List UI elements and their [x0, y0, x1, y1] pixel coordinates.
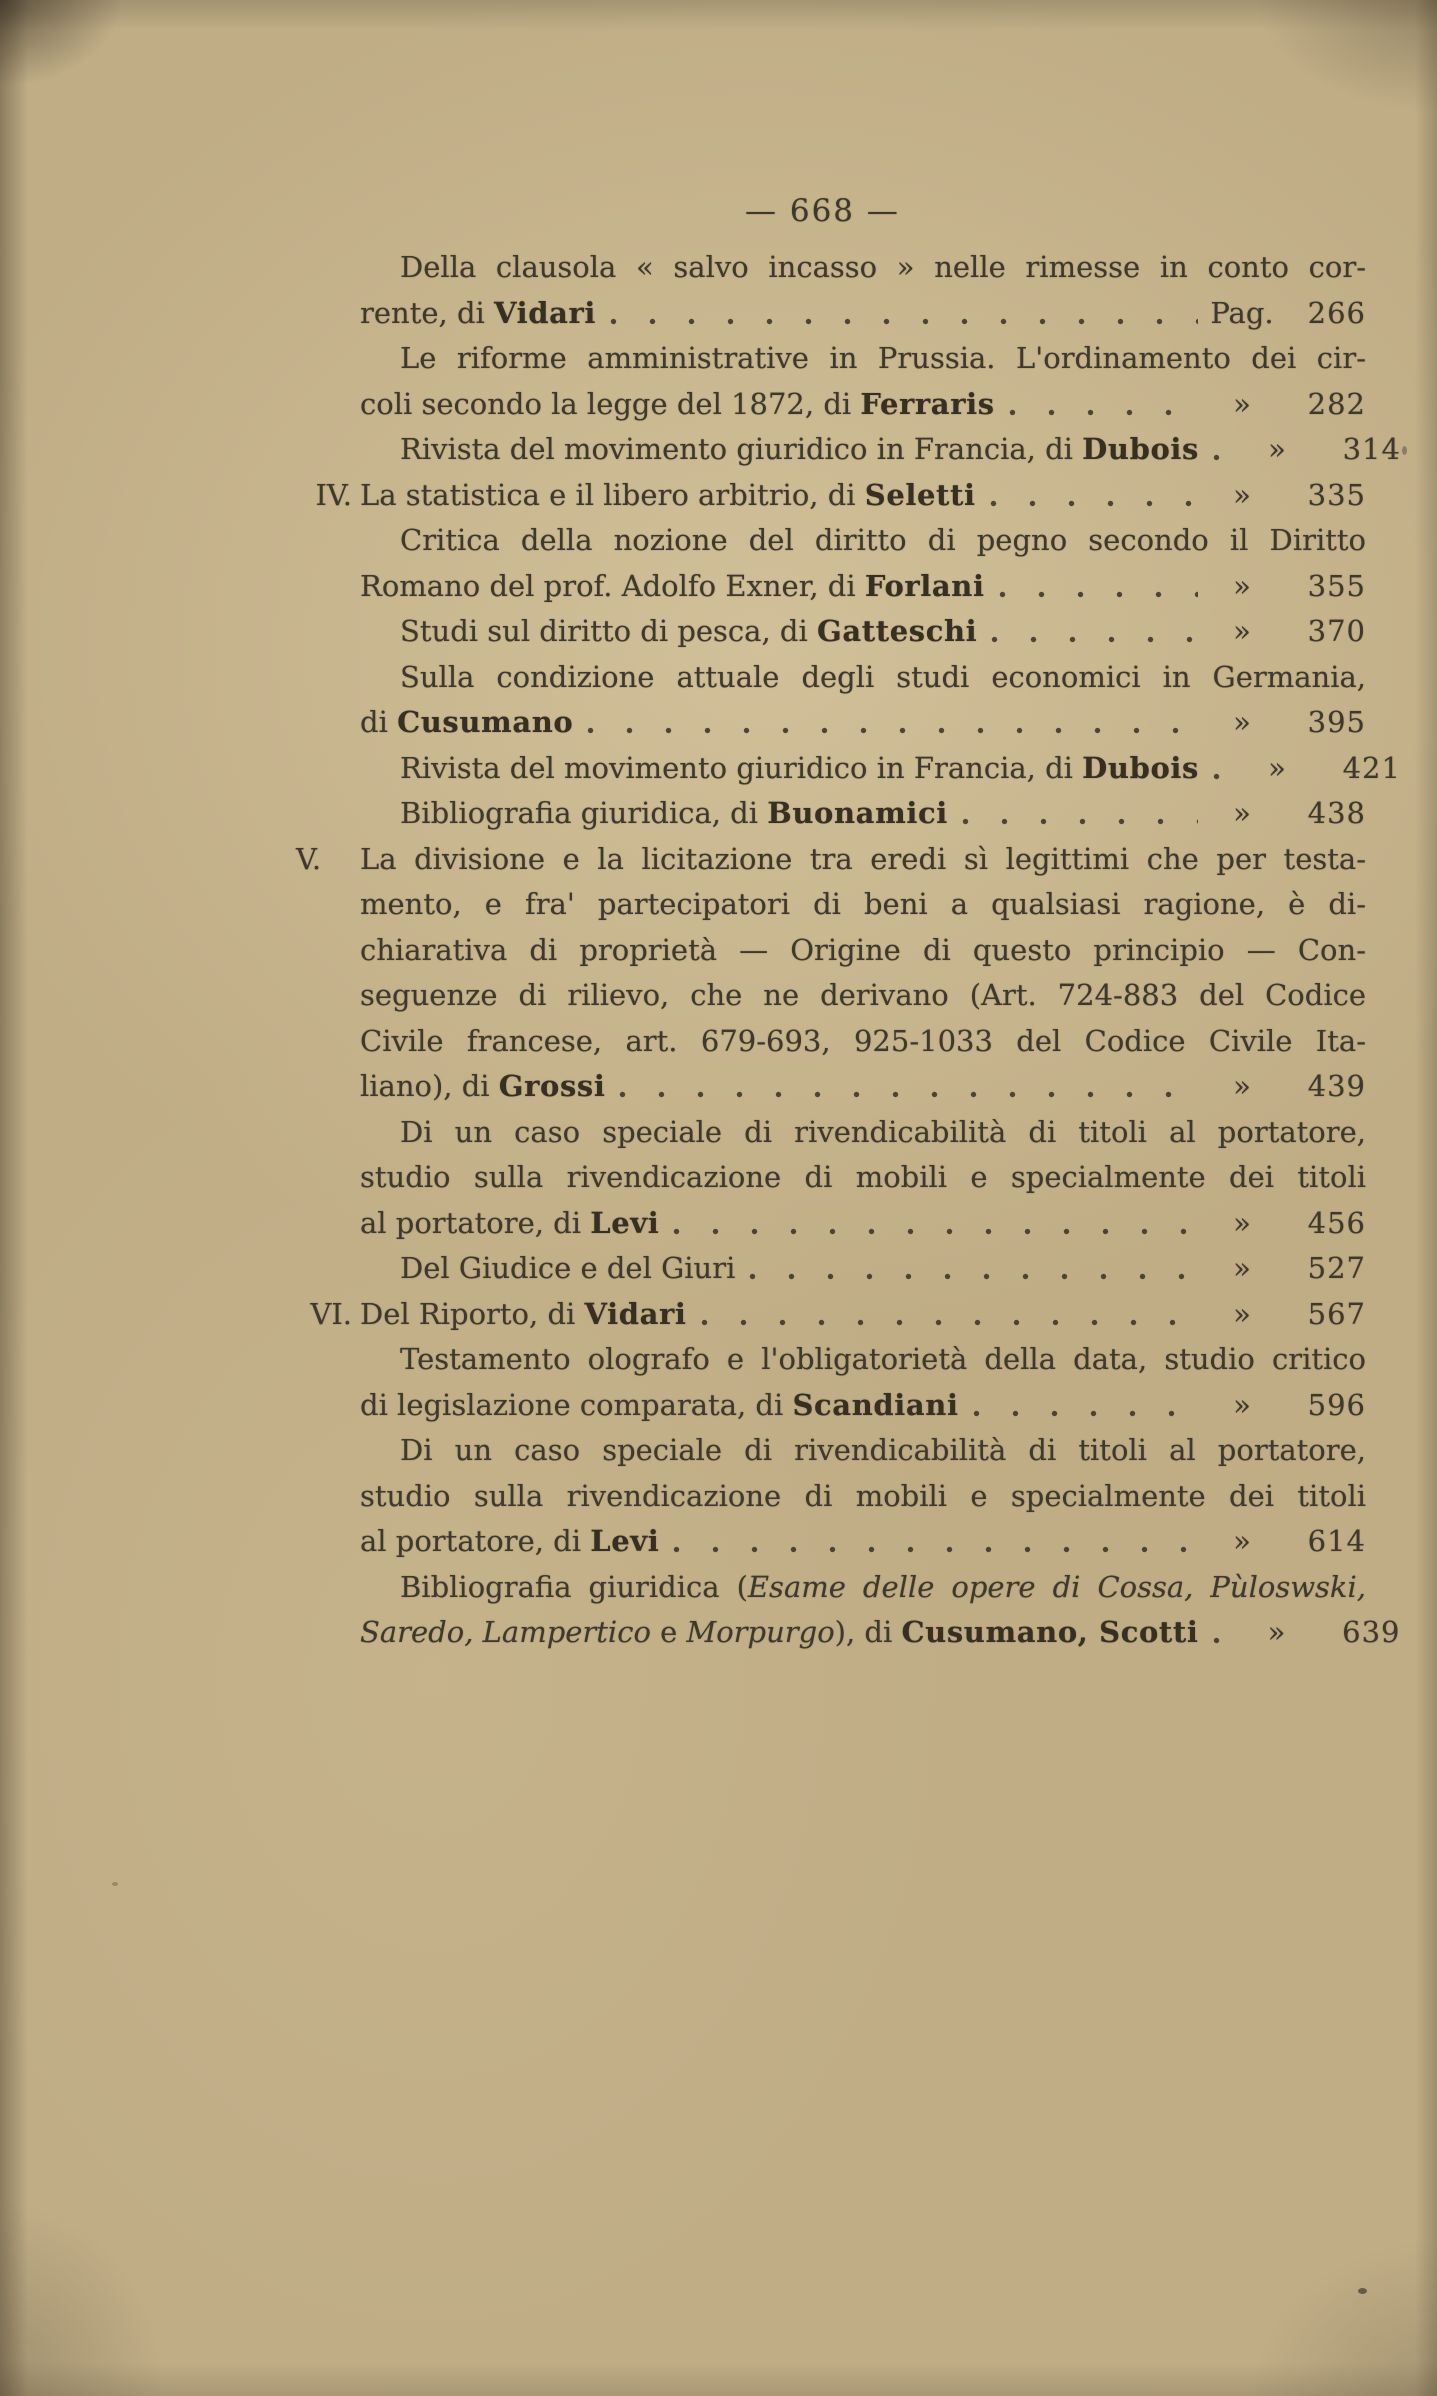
toc-line: [360, 791, 1366, 837]
page-ref-label: »: [1233, 1251, 1251, 1285]
page-ref-label: »: [1233, 1387, 1251, 1422]
toc-entry-text: [400, 660, 1366, 694]
page-ref-label: »: [1268, 750, 1286, 785]
toc-entry-text: [360, 291, 596, 337]
dot-leader: [1213, 454, 1233, 461]
text-segment: Gatteschi: [816, 614, 978, 648]
toc-entry-text: [360, 1064, 605, 1110]
dot-leader: [610, 318, 1198, 325]
toc-entry-text: [400, 1246, 735, 1292]
text-segment: Romano del prof. Adolfo Exner, di: [360, 568, 865, 603]
toc-entry-text: [400, 427, 1199, 473]
page-number: 335: [1307, 477, 1366, 512]
toc-entry-text: [400, 1115, 1366, 1149]
text-segment: al portatore, di: [360, 1524, 591, 1558]
text-segment: Testamento olografo e l'obligatorietà della data, studio critico: [400, 1342, 1366, 1376]
toc-line: [360, 1337, 1366, 1383]
text-segment: Del Giudice e del Giuri: [400, 1251, 736, 1285]
toc-entry-text: [400, 250, 1366, 284]
toc-line: [360, 973, 1366, 1019]
page-ref-label: »: [1233, 705, 1251, 739]
paper-speck: [1402, 446, 1407, 455]
toc-entry-text: [400, 746, 1199, 792]
dot-leader: [587, 727, 1198, 734]
page-ref-label: »: [1233, 568, 1251, 603]
text-segment: Ferraris: [860, 386, 995, 421]
toc-line: [360, 1246, 1366, 1292]
toc-line: [360, 427, 1401, 473]
text-segment: Buonamici: [767, 796, 948, 830]
page-number: 282: [1307, 386, 1366, 421]
dot-leader: [749, 1273, 1198, 1280]
toc-line: [360, 518, 1366, 564]
page-number: 370: [1307, 614, 1366, 648]
dot-leader: [991, 636, 1198, 643]
page-number: 614: [1307, 1524, 1366, 1558]
toc-line: [315, 473, 1366, 519]
toc-line: [360, 245, 1366, 291]
text-segment: e: [650, 1615, 687, 1649]
toc-entry-text: [400, 791, 948, 837]
toc-line: [360, 1519, 1366, 1565]
toc-entry-text: [360, 1479, 1366, 1513]
section-numeral: V.: [296, 841, 322, 876]
text-segment: Vidari: [584, 1296, 687, 1331]
toc-line: [360, 1019, 1366, 1065]
text-segment: Morpurgo: [686, 1615, 835, 1649]
toc-line: [360, 1064, 1366, 1110]
text-segment: Bibliografia giuridica (: [400, 1569, 748, 1604]
text-segment: mento, e fra' partecipatori di beni a qualsiasi ragione, è di-: [360, 887, 1366, 921]
page-number: 639: [1342, 1615, 1401, 1649]
text-segment: coli secondo la legge del 1872, di: [360, 386, 861, 421]
section-numeral: IV.: [315, 477, 352, 512]
table-of-contents: [296, 245, 1401, 1656]
toc-entry-text: [400, 1570, 1366, 1604]
text-segment: Dubois: [1082, 750, 1199, 785]
toc-line: [360, 382, 1366, 428]
page-number: 355: [1307, 568, 1366, 603]
text-segment: Seletti: [864, 477, 976, 512]
toc-entry-text: [360, 473, 976, 519]
toc-entry-text: [400, 609, 977, 655]
page-number: 456: [1307, 1205, 1366, 1240]
text-segment: Del Riporto, di: [360, 1296, 585, 1331]
toc-entry-text: [360, 1201, 659, 1247]
toc-entry-text: [400, 1342, 1366, 1376]
page-ref-label: »: [1233, 1296, 1251, 1331]
text-segment: liano), di: [360, 1069, 499, 1103]
page-number: 421: [1342, 750, 1401, 785]
toc-entry-text: [360, 1160, 1366, 1194]
dot-leader: [962, 818, 1198, 825]
page-ref-label: Pag.: [1210, 295, 1274, 330]
dot-leader: [619, 1091, 1198, 1098]
text-segment: Le riforme amministrative in Prussia. L'ordinamento dei cir-: [400, 341, 1366, 375]
toc-entry-text: [360, 1519, 659, 1565]
paper-speck: [1358, 2288, 1367, 2294]
toc-entry-text: [360, 1024, 1366, 1058]
text-segment: Dubois: [1082, 432, 1199, 466]
dot-leader: [973, 1410, 1198, 1417]
dot-leader: [673, 1546, 1198, 1553]
dot-leader: [701, 1319, 1199, 1326]
page-ref-label: »: [1233, 796, 1251, 830]
page-number: 596: [1307, 1387, 1366, 1422]
dot-leader: [990, 500, 1198, 507]
text-segment: Civile francese, art. 679-693, 925-1033 del Codice Civile Ita-: [360, 1023, 1366, 1058]
toc-line: [360, 336, 1366, 382]
text-segment: Di un caso speciale di rivendicabilità di titoli al portatore,: [400, 1433, 1366, 1467]
text-segment: Bibliografia giuridica, di: [400, 796, 768, 830]
text-segment: seguenze di rilievo, che ne derivano (Art. 724-883 del Codice: [360, 978, 1366, 1012]
text-segment: Scandiani: [792, 1387, 959, 1422]
text-segment: La divisione e la licitazione tra eredi sì legittimi che per testa-: [360, 841, 1366, 876]
page-number: 439: [1307, 1069, 1366, 1103]
toc-line: [360, 1110, 1366, 1156]
toc-line: [360, 1610, 1401, 1656]
toc-entry-text: [360, 1610, 1199, 1656]
toc-line: [360, 564, 1366, 610]
text-segment: Grossi: [498, 1069, 606, 1103]
toc-line: [360, 700, 1366, 746]
toc-line: [296, 837, 1366, 883]
toc-entry-text: [360, 700, 573, 746]
text-segment: rente, di: [360, 295, 495, 330]
text-segment: Sulla condizione attuale degli studi economici in Germania,: [400, 659, 1366, 694]
toc-line: [360, 928, 1366, 974]
text-segment: al portatore, di: [360, 1205, 591, 1240]
dot-leader: [999, 591, 1198, 598]
text-segment: Rivista del movimento giuridico in Francia, di: [400, 750, 1083, 785]
toc-line: [360, 1474, 1366, 1520]
page-ref-label: »: [1233, 614, 1251, 648]
toc-line: [360, 291, 1366, 337]
text-segment: studio sulla rivendicazione di mobili e specialmente dei titoli: [360, 1160, 1366, 1194]
page-header-number: — 668 —: [745, 193, 900, 229]
toc-entry-text: [360, 978, 1366, 1012]
toc-line: [360, 882, 1366, 928]
text-segment: Rivista del movimento giuridico in Francia, di: [400, 432, 1083, 466]
toc-entry-text: [360, 1383, 959, 1429]
text-segment: di legislazione comparata, di: [360, 1387, 793, 1422]
page-ref-label: »: [1233, 1205, 1251, 1240]
page-number: 266: [1307, 295, 1366, 330]
toc-entry-text: [360, 1292, 687, 1338]
section-numeral: VI.: [310, 1296, 352, 1331]
text-segment: chiarativa di proprietà — Origine di questo principio — Con-: [360, 932, 1366, 967]
toc-line: [360, 1155, 1366, 1201]
text-segment: Cusumano: [397, 705, 574, 739]
paper-speck: [112, 1882, 118, 1886]
toc-line: [360, 1201, 1366, 1247]
page-number: 438: [1307, 796, 1366, 830]
toc-line: [360, 1428, 1366, 1474]
text-segment: Cusumano, Scotti: [901, 1615, 1199, 1649]
dot-leader: [673, 1228, 1198, 1235]
toc-entry-text: [400, 341, 1366, 375]
toc-entry-text: [360, 887, 1366, 921]
page-ref-label: »: [1233, 386, 1251, 421]
text-segment: Esame delle opere di Cossa, Pùloswski,: [747, 1569, 1366, 1604]
toc-line: [310, 1292, 1366, 1338]
toc-entry-text: [400, 523, 1366, 557]
text-segment: Levi: [590, 1205, 660, 1240]
text-segment: Forlani: [864, 568, 985, 603]
dot-leader: [1009, 409, 1198, 416]
text-segment: Levi: [590, 1524, 660, 1558]
toc-line: [360, 1383, 1366, 1429]
page-ref-label: »: [1233, 1069, 1251, 1103]
text-segment: Della clausola « salvo incasso » nelle rimesse in conto cor-: [400, 250, 1366, 284]
text-segment: Studi sul diritto di pesca, di: [400, 614, 817, 648]
dot-leader: [1213, 1637, 1233, 1644]
page-ref-label: »: [1267, 1615, 1286, 1649]
page-number: 314: [1342, 432, 1401, 466]
toc-line: [360, 1565, 1366, 1611]
toc-entry-text: [360, 842, 1366, 876]
toc-entry-text: [360, 382, 995, 428]
text-segment: ), di: [834, 1615, 902, 1649]
toc-entry-text: [360, 564, 985, 610]
text-segment: Di un caso speciale di rivendicabilità di titoli al portatore,: [400, 1114, 1366, 1149]
toc-entry-text: [400, 1433, 1366, 1467]
text-segment: Vidari: [494, 295, 596, 330]
text-segment: studio sulla rivendicazione di mobili e specialmente dei titoli: [360, 1478, 1366, 1513]
toc-line: [360, 655, 1366, 701]
toc-line: [360, 609, 1366, 655]
page-number: 395: [1307, 705, 1366, 739]
toc-entry-text: [360, 933, 1366, 967]
text-segment: di: [360, 705, 398, 739]
text-segment: La statistica e il libero arbitrio, di: [360, 477, 865, 512]
page-number: 567: [1307, 1296, 1366, 1331]
dot-leader: [1213, 773, 1233, 780]
page-ref-label: »: [1268, 432, 1286, 466]
text-segment: Critica della nozione del diritto di pegno secondo il Diritto: [400, 523, 1366, 557]
page-ref-label: »: [1233, 477, 1251, 512]
text-segment: Saredo, Lampertico: [360, 1615, 651, 1649]
page-ref-label: »: [1233, 1524, 1251, 1558]
toc-line: [360, 746, 1401, 792]
page-number: 527: [1307, 1251, 1366, 1285]
